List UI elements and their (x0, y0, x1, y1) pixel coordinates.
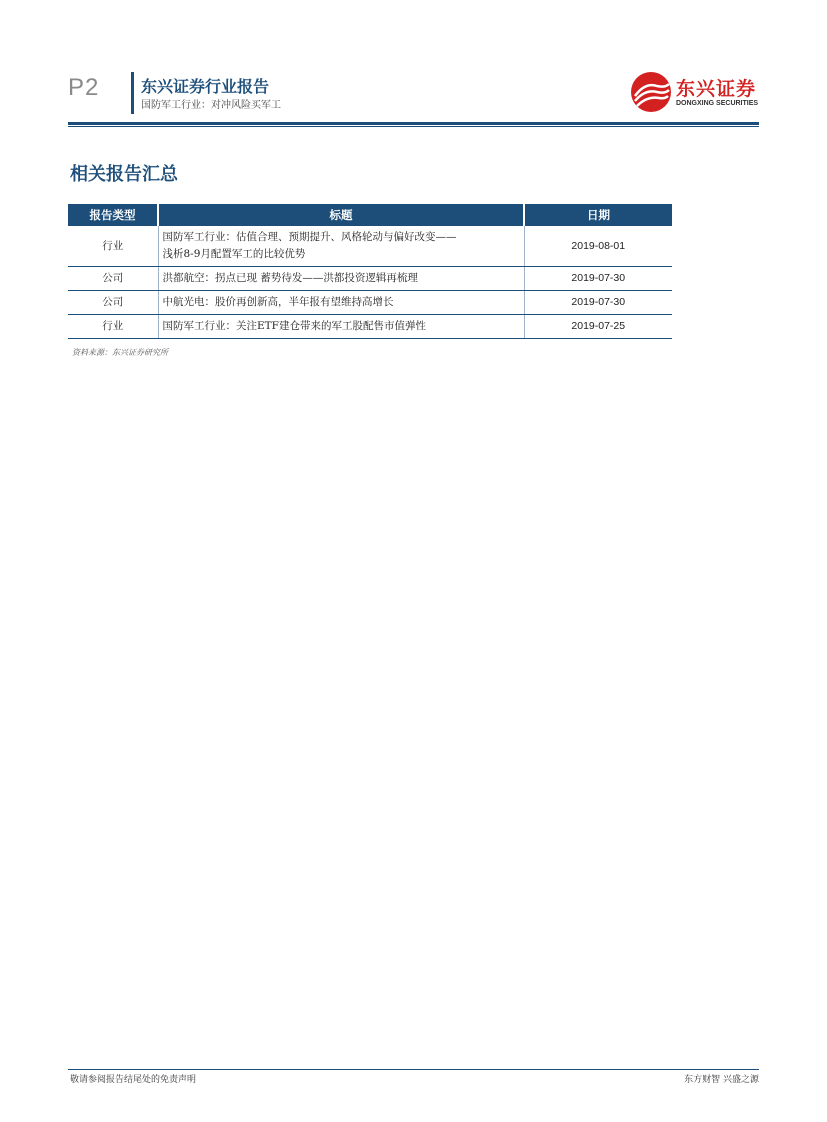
footer-disclaimer: 敬请参阅报告结尾处的免责声明 (70, 1075, 197, 1085)
report-title: 中航光电：股价再创新高，半年报有望维持高增长 (158, 291, 524, 315)
report-date: 2019-07-25 (524, 315, 672, 339)
report-date: 2019-07-30 (524, 267, 672, 291)
column-header-date: 日期 (524, 204, 672, 226)
logo-text: 东兴证券 (676, 78, 757, 100)
source-note: 资料来源：东兴证券研究所 (72, 348, 168, 357)
header-divider (131, 72, 134, 114)
report-title-line: 国防军工行业：估值合理、预期提升、风格轮动与偏好改变—— (162, 231, 457, 243)
column-header-title: 标题 (158, 204, 524, 226)
report-type: 行业 (68, 226, 158, 267)
page-number: P2 (68, 74, 100, 101)
table-row (68, 267, 672, 291)
report-date: 2019-07-30 (524, 291, 672, 315)
report-type: 公司 (68, 291, 158, 315)
header-rule (68, 122, 759, 125)
report-type: 公司 (68, 267, 158, 291)
report-title (158, 226, 524, 267)
report-title: 国防军工行业：关注ETF建仓带来的军工股配售市值弹性 (158, 315, 524, 339)
column-header-type: 报告类型 (68, 204, 158, 226)
report-title: 洪都航空：拐点已现 蓄势待发——洪都投资逻辑再梳理 (158, 267, 524, 291)
header-subtitle: 国防军工行业：对冲风险买军工 (141, 100, 281, 111)
reports-table (68, 204, 672, 339)
logo-subtext: DONGXING SECURITIES (676, 100, 759, 107)
table-row (68, 291, 672, 315)
header-title: 东兴证券行业报告 (141, 77, 270, 96)
table-row (68, 315, 672, 339)
report-date: 2019-08-01 (524, 226, 672, 267)
header-rule-thin (68, 126, 759, 127)
footer-slogan: 东方财智 兴盛之源 (684, 1075, 759, 1085)
table-header-row (68, 204, 672, 226)
report-title-line: 浅析8-9月配置军工的比较优势 (162, 248, 306, 260)
table-row (68, 226, 672, 267)
footer-rule (68, 1069, 759, 1070)
section-title: 相关报告汇总 (70, 164, 178, 185)
report-type: 行业 (68, 315, 158, 339)
